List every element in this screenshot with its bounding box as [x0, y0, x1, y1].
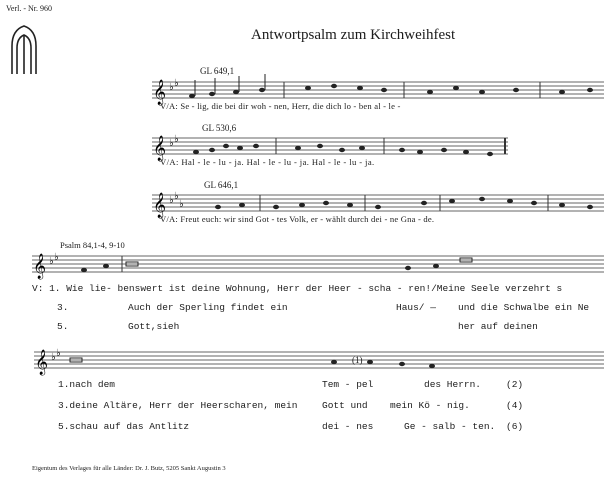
svg-text:♭: ♭: [169, 138, 174, 149]
psalm-ref: Psalm 84,1-4, 9-10: [60, 240, 125, 250]
antiphon-3-text: V/A: Freut euch: wir sind Got - tes Volk, er - wählt durch dei - ne Gna - de.: [160, 214, 435, 224]
row-2-a: 3.deine Altäre, Herr der Heerscharen, mein: [58, 400, 298, 411]
flat-icon: ♭: [169, 82, 174, 93]
svg-text:𝄞: 𝄞: [153, 193, 167, 218]
psalm-verse-3-text: Auch der Sperling findet ein: [128, 302, 288, 313]
row-1-c: des Herrn.: [424, 379, 482, 390]
publisher-number: Verl. - Nr. 960: [6, 4, 52, 13]
treble-clef-icon: 𝄞: [153, 80, 167, 105]
psalm-verse-5-text: Gott,sieh: [128, 321, 180, 332]
row-2-c: mein Kö - nig.: [390, 400, 470, 411]
antiphon-3-ref: GL 646,1: [204, 180, 239, 190]
psalm-verse-3-end: und die Schwalbe ein Ne: [458, 302, 590, 313]
row-3-a: 5.schau auf das Antlitz: [58, 421, 190, 432]
row-3-d: (6): [506, 421, 524, 432]
svg-text:𝄞: 𝄞: [35, 350, 49, 375]
svg-text:♭: ♭: [49, 256, 54, 267]
psalm-verse-1: V: 1. Wie lie- benswert ist deine Wohnung, Herr der Heer - scha - ren!/Meine Seele verzehrt s: [32, 283, 563, 294]
svg-text:♭: ♭: [56, 348, 61, 359]
svg-text:♭: ♭: [174, 191, 179, 202]
staff-psalm-a: [32, 256, 604, 272]
svg-text:𝄞: 𝄞: [153, 136, 167, 161]
page-title: Antwortpsalm zum Kirchweihfest: [251, 27, 456, 43]
staff-antiphon-1: [152, 82, 604, 98]
row-3-b: dei - nes: [322, 421, 374, 432]
psalm-verse-5-num: 5.: [57, 321, 69, 332]
svg-text:𝄞: 𝄞: [33, 254, 47, 279]
staff-antiphon-2: [152, 138, 508, 154]
antiphon-2-ref: GL 530,6: [202, 123, 237, 133]
svg-text:♭: ♭: [174, 78, 179, 89]
paren-note: (1): [352, 355, 363, 365]
svg-text:♭: ♭: [51, 352, 56, 363]
staff-psalm-b: [34, 352, 604, 368]
antiphon-1-ref: GL 649,1: [200, 66, 235, 76]
svg-text:♭: ♭: [174, 134, 179, 145]
svg-text:♭: ♭: [169, 195, 174, 206]
psalm-verse-3-mid: Haus/ —: [396, 302, 436, 313]
antiphon-1-text: V/A: Se - lig, die bei dir woh - nen, Herr, die dich lo - ben al - le -: [160, 101, 401, 111]
row-1-d: (2): [506, 379, 524, 390]
svg-text:♭: ♭: [179, 199, 184, 210]
row-2-d: (4): [506, 400, 524, 411]
row-2-b: Gott und: [322, 400, 368, 411]
svg-text:♭: ♭: [54, 252, 59, 263]
psalm-verse-5-end: her auf deinen: [458, 321, 538, 332]
row-1-b: Tem - pel: [322, 379, 374, 390]
psalm-verse-3-num: 3.: [57, 302, 69, 313]
row-3-c: Ge - salb - ten.: [404, 421, 496, 432]
row-1-a: 1.nach dem: [58, 379, 116, 390]
notes-psalm-b: [70, 358, 435, 368]
copyright-note: Eigentum des Verlages für alle Länder: Dr. J. Butz, 5205 Sankt Augustin 3: [32, 465, 226, 472]
antiphon-2-text: V/A: Hal - le - lu - ja. Hal - le - lu - ja. Hal - le - lu - ja.: [160, 157, 375, 167]
